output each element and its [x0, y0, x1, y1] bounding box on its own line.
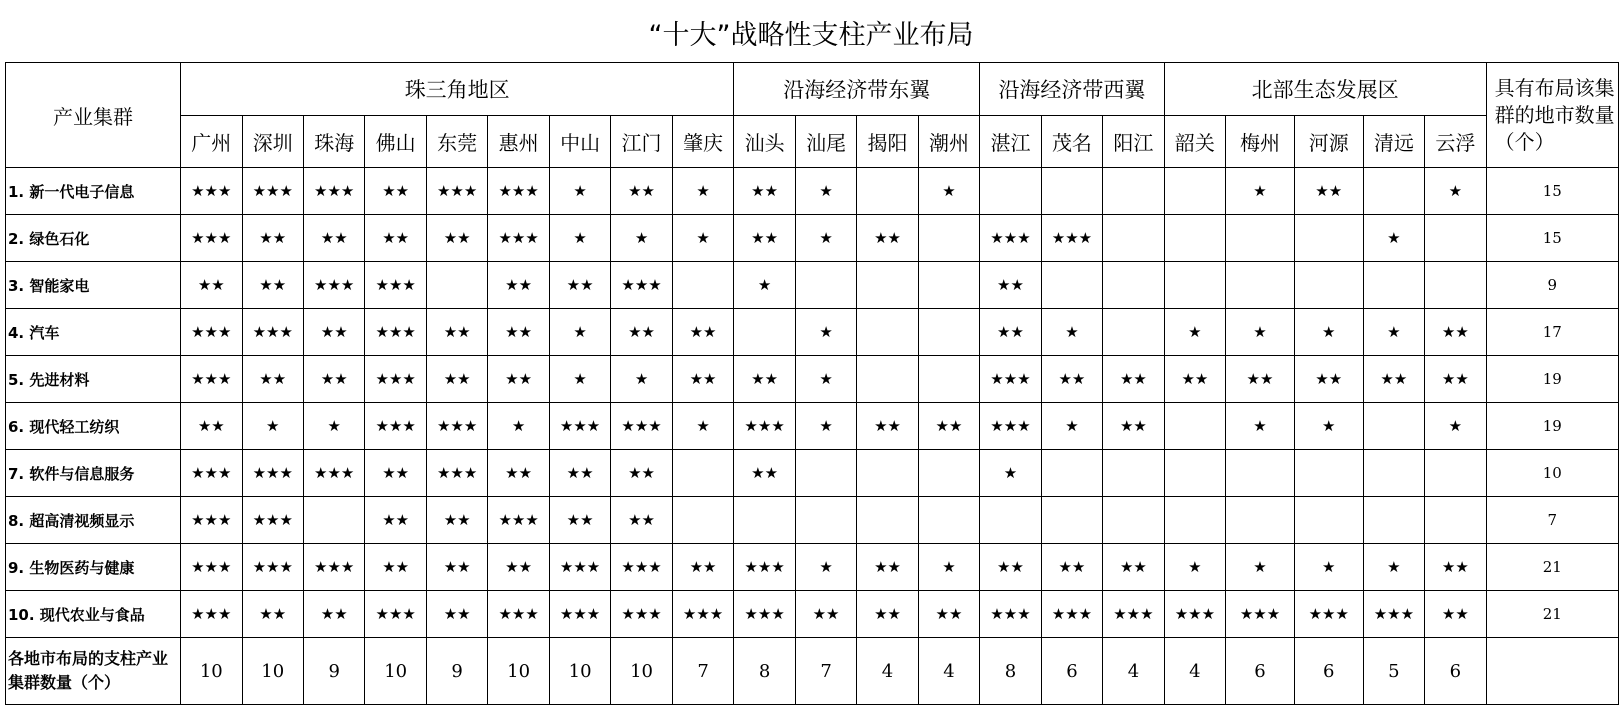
star-rating-cell — [1041, 262, 1102, 309]
city-count-cell: 15 — [1486, 215, 1618, 262]
star-rating-cell: ★★ — [1363, 356, 1424, 403]
star-rating-cell: ★★ — [549, 450, 610, 497]
star-rating-cell: ★★★ — [303, 262, 364, 309]
star-rating-cell — [1425, 497, 1487, 544]
star-rating-cell: ★★ — [549, 497, 610, 544]
star-rating-cell: ★★ — [1103, 544, 1164, 591]
star-rating-cell: ★★★ — [488, 215, 549, 262]
star-rating-cell — [918, 356, 979, 403]
star-rating-cell — [857, 309, 918, 356]
star-rating-cell: ★★ — [1103, 356, 1164, 403]
city-count-cell: 15 — [1486, 168, 1618, 215]
city-count-cell: 17 — [1486, 309, 1618, 356]
city-total-cell: 4 — [918, 638, 979, 705]
city-header: 梅州 — [1226, 116, 1295, 168]
star-rating-cell: ★★★ — [1103, 591, 1164, 638]
city-total-cell: 10 — [242, 638, 303, 705]
star-rating-cell: ★★★ — [980, 215, 1041, 262]
star-rating-cell: ★★ — [1103, 403, 1164, 450]
cluster-name: 6. 现代轻工纺织 — [6, 403, 181, 450]
star-rating-cell — [1425, 450, 1487, 497]
table-row — [6, 450, 1619, 497]
star-rating-cell: ★★★ — [1363, 591, 1424, 638]
star-rating-cell: ★★ — [611, 309, 672, 356]
star-rating-cell: ★★ — [303, 309, 364, 356]
star-rating-cell: ★★ — [980, 309, 1041, 356]
star-rating-cell: ★★★ — [488, 497, 549, 544]
page-title: “十大”战略性支柱产业布局 — [648, 20, 974, 51]
star-rating-cell — [1103, 215, 1164, 262]
star-rating-cell — [1226, 262, 1295, 309]
star-rating-cell: ★★ — [672, 544, 734, 591]
star-rating-cell: ★ — [795, 168, 856, 215]
star-rating-cell: ★ — [611, 215, 672, 262]
region-header: 珠三角地区 — [181, 63, 734, 116]
star-rating-cell: ★★ — [1294, 168, 1363, 215]
star-rating-cell: ★★★ — [242, 544, 303, 591]
star-rating-cell: ★★ — [549, 262, 610, 309]
star-rating-cell — [1164, 497, 1225, 544]
cluster-name: 1. 新一代电子信息 — [6, 168, 181, 215]
star-rating-cell: ★★★ — [181, 356, 242, 403]
table-row — [6, 309, 1619, 356]
star-rating-cell: ★★ — [365, 450, 426, 497]
city-total-cell: 6 — [1041, 638, 1102, 705]
star-rating-cell — [672, 450, 734, 497]
city-header: 湛江 — [980, 116, 1041, 168]
star-rating-cell: ★ — [1041, 309, 1102, 356]
star-rating-cell: ★★ — [181, 403, 242, 450]
star-rating-cell: ★ — [242, 403, 303, 450]
star-rating-cell: ★ — [488, 403, 549, 450]
cluster-name: 2. 绿色石化 — [6, 215, 181, 262]
star-rating-cell: ★★ — [365, 497, 426, 544]
star-rating-cell: ★★★ — [1041, 215, 1102, 262]
city-count-cell: 7 — [1486, 497, 1618, 544]
star-rating-cell: ★ — [1294, 403, 1363, 450]
star-rating-cell — [1425, 215, 1487, 262]
city-total-cell: 9 — [426, 638, 487, 705]
city-header: 云浮 — [1425, 116, 1487, 168]
star-rating-cell: ★★★ — [303, 450, 364, 497]
star-rating-cell: ★★★ — [980, 591, 1041, 638]
star-rating-cell — [426, 262, 487, 309]
table-body — [6, 168, 1619, 705]
star-rating-cell: ★★★ — [303, 544, 364, 591]
star-rating-cell — [918, 450, 979, 497]
star-rating-cell: ★★★ — [734, 591, 795, 638]
star-rating-cell: ★★★ — [611, 591, 672, 638]
star-rating-cell: ★★ — [611, 168, 672, 215]
star-rating-cell — [980, 497, 1041, 544]
cluster-name: 9. 生物医药与健康 — [6, 544, 181, 591]
star-rating-cell: ★★★ — [181, 309, 242, 356]
table-row — [6, 168, 1619, 215]
star-rating-cell — [672, 262, 734, 309]
city-total-cell: 6 — [1425, 638, 1487, 705]
star-rating-cell: ★ — [1041, 403, 1102, 450]
star-rating-cell: ★★★ — [611, 403, 672, 450]
star-rating-cell: ★★ — [734, 168, 795, 215]
star-rating-cell — [1041, 497, 1102, 544]
star-rating-cell: ★★★ — [181, 591, 242, 638]
star-rating-cell: ★★ — [857, 403, 918, 450]
star-rating-cell: ★★ — [365, 168, 426, 215]
star-rating-cell: ★★ — [980, 262, 1041, 309]
city-header: 汕头 — [734, 116, 795, 168]
city-header: 清远 — [1363, 116, 1424, 168]
cluster-name: 4. 汽车 — [6, 309, 181, 356]
star-rating-cell — [1294, 215, 1363, 262]
region-header: 北部生态发展区 — [1164, 63, 1486, 116]
star-rating-cell — [1226, 497, 1295, 544]
star-rating-cell: ★ — [1164, 544, 1225, 591]
table-row — [6, 591, 1619, 638]
star-rating-cell — [1226, 450, 1295, 497]
star-rating-cell — [1103, 262, 1164, 309]
star-rating-cell: ★★ — [488, 309, 549, 356]
star-rating-cell: ★ — [1294, 309, 1363, 356]
star-rating-cell: ★★ — [242, 262, 303, 309]
star-rating-cell: ★ — [795, 309, 856, 356]
star-rating-cell — [857, 450, 918, 497]
star-rating-cell — [857, 497, 918, 544]
star-rating-cell: ★★ — [1041, 356, 1102, 403]
star-rating-cell: ★★ — [672, 356, 734, 403]
star-rating-cell: ★★ — [488, 262, 549, 309]
star-rating-cell: ★★★ — [365, 591, 426, 638]
star-rating-cell: ★★ — [734, 450, 795, 497]
star-rating-cell: ★ — [549, 309, 610, 356]
star-rating-cell: ★ — [795, 403, 856, 450]
star-rating-cell: ★★ — [734, 356, 795, 403]
star-rating-cell: ★ — [734, 262, 795, 309]
star-rating-cell: ★★ — [426, 309, 487, 356]
star-rating-cell: ★ — [1425, 403, 1487, 450]
city-header: 深圳 — [242, 116, 303, 168]
region-header-row — [6, 63, 1619, 116]
star-rating-cell — [1103, 450, 1164, 497]
star-rating-cell — [1294, 262, 1363, 309]
star-rating-cell: ★★ — [365, 215, 426, 262]
star-rating-cell: ★★ — [242, 356, 303, 403]
star-rating-cell — [980, 168, 1041, 215]
city-header: 江门 — [611, 116, 672, 168]
star-rating-cell: ★★★ — [181, 497, 242, 544]
table-row — [6, 262, 1619, 309]
star-rating-cell: ★★★ — [242, 450, 303, 497]
star-rating-cell: ★★ — [426, 356, 487, 403]
star-rating-cell: ★★ — [1294, 356, 1363, 403]
star-rating-cell — [1363, 168, 1424, 215]
star-rating-cell: ★★ — [488, 450, 549, 497]
star-rating-cell — [857, 262, 918, 309]
star-rating-cell: ★★★ — [426, 403, 487, 450]
star-rating-cell — [1294, 450, 1363, 497]
star-rating-cell — [857, 168, 918, 215]
star-rating-cell: ★★ — [365, 544, 426, 591]
city-header: 揭阳 — [857, 116, 918, 168]
city-total-cell: 4 — [1103, 638, 1164, 705]
star-rating-cell — [1363, 497, 1424, 544]
star-rating-cell: ★★★ — [549, 403, 610, 450]
city-header: 珠海 — [303, 116, 364, 168]
star-rating-cell: ★★ — [857, 591, 918, 638]
city-count-cell: 9 — [1486, 262, 1618, 309]
star-rating-cell: ★★ — [303, 591, 364, 638]
star-rating-cell: ★ — [672, 215, 734, 262]
star-rating-cell: ★ — [795, 356, 856, 403]
count-column-header: 具有布局该集群的地市数量（个） — [1486, 63, 1618, 168]
star-rating-cell: ★ — [1425, 168, 1487, 215]
star-rating-cell: ★★ — [611, 450, 672, 497]
star-rating-cell: ★★★ — [365, 403, 426, 450]
star-rating-cell — [918, 497, 979, 544]
star-rating-cell — [1363, 403, 1424, 450]
city-header: 佛山 — [365, 116, 426, 168]
star-rating-cell: ★★ — [1425, 591, 1487, 638]
city-total-cell: 10 — [611, 638, 672, 705]
star-rating-cell — [1164, 168, 1225, 215]
star-rating-cell: ★★★ — [365, 262, 426, 309]
star-rating-cell: ★ — [549, 215, 610, 262]
star-rating-cell: ★ — [1226, 403, 1295, 450]
star-rating-cell: ★★ — [426, 497, 487, 544]
star-rating-cell: ★★ — [1425, 356, 1487, 403]
star-rating-cell: ★ — [672, 168, 734, 215]
star-rating-cell: ★ — [549, 168, 610, 215]
city-count-cell: 21 — [1486, 591, 1618, 638]
star-rating-cell: ★ — [549, 356, 610, 403]
city-count-cell: 19 — [1486, 356, 1618, 403]
city-total-cell: 4 — [1164, 638, 1225, 705]
star-rating-cell: ★ — [303, 403, 364, 450]
star-rating-cell: ★★★ — [1226, 591, 1295, 638]
star-rating-cell: ★ — [1363, 215, 1424, 262]
star-rating-cell — [918, 262, 979, 309]
star-rating-cell: ★★ — [672, 309, 734, 356]
star-rating-cell — [1103, 309, 1164, 356]
star-rating-cell: ★★★ — [549, 544, 610, 591]
star-rating-cell: ★★★ — [488, 591, 549, 638]
star-rating-cell — [1164, 215, 1225, 262]
star-rating-cell — [918, 215, 979, 262]
city-total-cell: 7 — [672, 638, 734, 705]
cluster-name: 7. 软件与信息服务 — [6, 450, 181, 497]
star-rating-cell: ★ — [1226, 168, 1295, 215]
star-rating-cell: ★★ — [857, 215, 918, 262]
star-rating-cell: ★★ — [918, 403, 979, 450]
totals-row — [6, 638, 1619, 705]
star-rating-cell — [795, 262, 856, 309]
star-rating-cell: ★ — [1226, 309, 1295, 356]
city-header: 河源 — [1294, 116, 1363, 168]
star-rating-cell — [857, 356, 918, 403]
city-total-cell: 10 — [549, 638, 610, 705]
empty-cell — [1486, 638, 1618, 705]
city-header: 茂名 — [1041, 116, 1102, 168]
star-rating-cell — [1164, 262, 1225, 309]
star-rating-cell: ★ — [918, 544, 979, 591]
cluster-name: 3. 智能家电 — [6, 262, 181, 309]
star-rating-cell: ★★★ — [181, 168, 242, 215]
star-rating-cell: ★★★ — [672, 591, 734, 638]
city-count-cell: 10 — [1486, 450, 1618, 497]
table-row — [6, 544, 1619, 591]
city-total-cell: 10 — [488, 638, 549, 705]
star-rating-cell: ★ — [1294, 544, 1363, 591]
table-row — [6, 403, 1619, 450]
star-rating-cell: ★★ — [980, 544, 1041, 591]
star-rating-cell: ★★★ — [181, 544, 242, 591]
star-rating-cell — [1103, 497, 1164, 544]
city-total-cell: 10 — [365, 638, 426, 705]
star-rating-cell — [734, 497, 795, 544]
city-total-cell: 8 — [734, 638, 795, 705]
city-header: 韶关 — [1164, 116, 1225, 168]
city-header: 东莞 — [426, 116, 487, 168]
star-rating-cell: ★★★ — [734, 544, 795, 591]
star-rating-cell: ★ — [980, 450, 1041, 497]
star-rating-cell — [734, 309, 795, 356]
star-rating-cell — [1425, 262, 1487, 309]
star-rating-cell — [303, 497, 364, 544]
city-total-cell: 10 — [181, 638, 242, 705]
star-rating-cell: ★ — [611, 356, 672, 403]
city-header: 惠州 — [488, 116, 549, 168]
star-rating-cell: ★★★ — [181, 215, 242, 262]
industry-layout-table — [5, 62, 1619, 705]
star-rating-cell — [1164, 450, 1225, 497]
city-header: 阳江 — [1103, 116, 1164, 168]
city-total-cell: 5 — [1363, 638, 1424, 705]
star-rating-cell — [918, 309, 979, 356]
city-header: 潮州 — [918, 116, 979, 168]
star-rating-cell: ★★ — [181, 262, 242, 309]
star-rating-cell: ★★★ — [488, 168, 549, 215]
city-header: 广州 — [181, 116, 242, 168]
star-rating-cell: ★★ — [488, 544, 549, 591]
star-rating-cell: ★★ — [426, 215, 487, 262]
city-count-cell: 19 — [1486, 403, 1618, 450]
star-rating-cell: ★★★ — [1294, 591, 1363, 638]
star-rating-cell: ★★★ — [365, 309, 426, 356]
city-total-cell: 8 — [980, 638, 1041, 705]
star-rating-cell: ★★★ — [734, 403, 795, 450]
table-row — [6, 215, 1619, 262]
star-rating-cell: ★★★ — [980, 356, 1041, 403]
star-rating-cell — [1164, 403, 1225, 450]
city-total-cell: 6 — [1226, 638, 1295, 705]
star-rating-cell: ★★ — [426, 544, 487, 591]
city-header: 汕尾 — [795, 116, 856, 168]
star-rating-cell: ★★ — [857, 544, 918, 591]
star-rating-cell — [1041, 450, 1102, 497]
star-rating-cell: ★ — [1363, 309, 1424, 356]
star-rating-cell: ★★ — [488, 356, 549, 403]
cluster-name: 8. 超高清视频显示 — [6, 497, 181, 544]
star-rating-cell — [1363, 262, 1424, 309]
star-rating-cell: ★★ — [242, 215, 303, 262]
star-rating-cell: ★★ — [426, 591, 487, 638]
star-rating-cell — [1226, 215, 1295, 262]
star-rating-cell: ★★ — [918, 591, 979, 638]
table-row — [6, 497, 1619, 544]
city-total-cell: 6 — [1294, 638, 1363, 705]
star-rating-cell: ★★★ — [1041, 591, 1102, 638]
star-rating-cell: ★★ — [734, 215, 795, 262]
star-rating-cell: ★★ — [1226, 356, 1295, 403]
star-rating-cell: ★★★ — [242, 168, 303, 215]
star-rating-cell: ★ — [1164, 309, 1225, 356]
table-row — [6, 356, 1619, 403]
star-rating-cell: ★★★ — [611, 544, 672, 591]
cluster-column-header: 产业集群 — [6, 63, 181, 168]
star-rating-cell: ★ — [795, 215, 856, 262]
star-rating-cell — [1103, 168, 1164, 215]
star-rating-cell — [672, 497, 734, 544]
star-rating-cell: ★★ — [303, 356, 364, 403]
region-header: 沿海经济带西翼 — [980, 63, 1164, 116]
star-rating-cell: ★ — [1226, 544, 1295, 591]
totals-label: 各地市布局的支柱产业集群数量（个） — [6, 638, 181, 705]
star-rating-cell: ★★★ — [611, 262, 672, 309]
star-rating-cell: ★★★ — [1164, 591, 1225, 638]
star-rating-cell: ★★ — [795, 591, 856, 638]
star-rating-cell — [795, 497, 856, 544]
star-rating-cell: ★★★ — [242, 309, 303, 356]
star-rating-cell: ★★ — [1041, 544, 1102, 591]
cluster-name: 5. 先进材料 — [6, 356, 181, 403]
star-rating-cell: ★ — [672, 403, 734, 450]
star-rating-cell: ★★ — [611, 497, 672, 544]
star-rating-cell: ★★★ — [980, 403, 1041, 450]
city-total-cell: 4 — [857, 638, 918, 705]
star-rating-cell: ★★★ — [426, 168, 487, 215]
star-rating-cell — [1294, 497, 1363, 544]
city-total-cell: 9 — [303, 638, 364, 705]
city-header-row — [6, 116, 1619, 168]
star-rating-cell: ★★ — [1164, 356, 1225, 403]
city-header: 肇庆 — [672, 116, 734, 168]
star-rating-cell: ★ — [795, 544, 856, 591]
star-rating-cell: ★ — [918, 168, 979, 215]
star-rating-cell: ★★★ — [242, 497, 303, 544]
star-rating-cell: ★★ — [303, 215, 364, 262]
region-header: 沿海经济带东翼 — [734, 63, 980, 116]
star-rating-cell: ★★★ — [181, 450, 242, 497]
star-rating-cell: ★★★ — [549, 591, 610, 638]
star-rating-cell: ★★ — [242, 591, 303, 638]
city-total-cell: 7 — [795, 638, 856, 705]
star-rating-cell — [1363, 450, 1424, 497]
star-rating-cell: ★★ — [1425, 309, 1487, 356]
star-rating-cell: ★★★ — [365, 356, 426, 403]
star-rating-cell — [1041, 168, 1102, 215]
star-rating-cell: ★★ — [1425, 544, 1487, 591]
star-rating-cell: ★★★ — [303, 168, 364, 215]
star-rating-cell — [795, 450, 856, 497]
star-rating-cell: ★ — [1363, 544, 1424, 591]
star-rating-cell: ★★★ — [426, 450, 487, 497]
cluster-name: 10. 现代农业与食品 — [6, 591, 181, 638]
city-count-cell: 21 — [1486, 544, 1618, 591]
city-header: 中山 — [549, 116, 610, 168]
